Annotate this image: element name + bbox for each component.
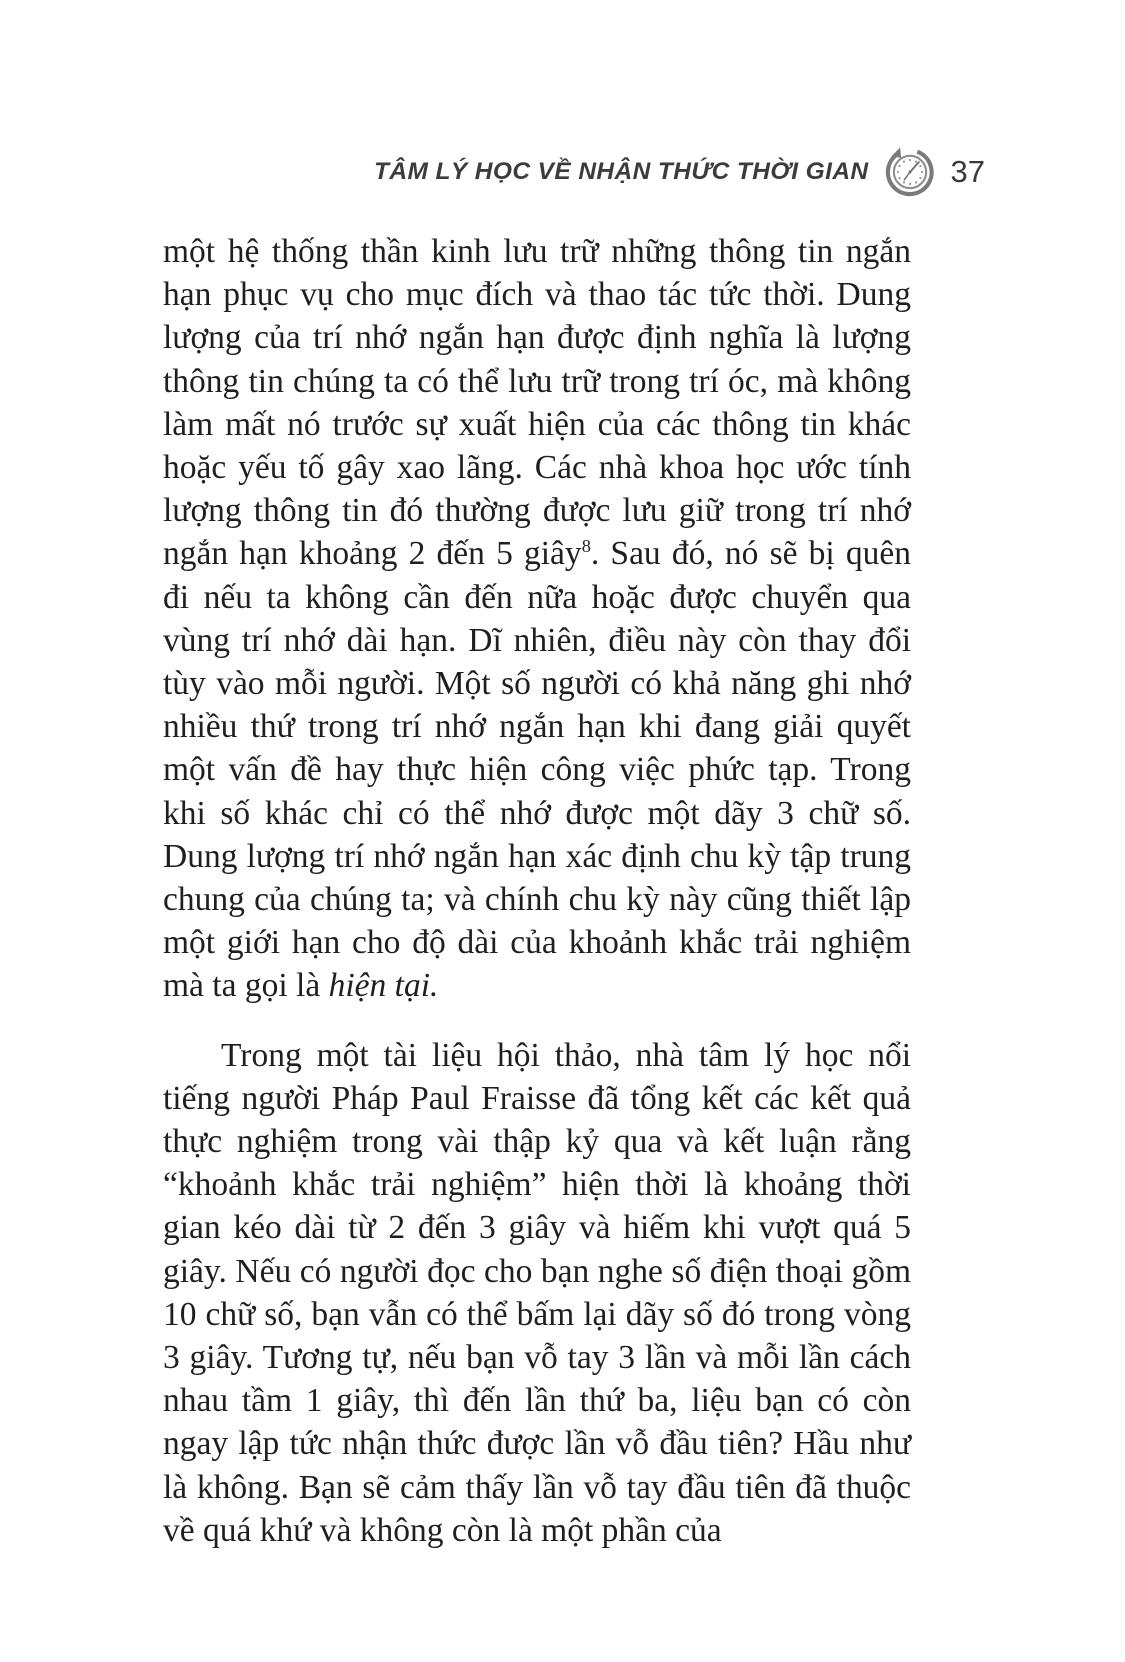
paragraph-1: [163, 230, 911, 1008]
running-title: TÂM LÝ HỌC VỀ NHẬN THỨC THỜI GIAN: [374, 158, 869, 185]
page-header: [374, 146, 985, 198]
paragraph-1-text: một hệ thống thần kinh lưu trữ những thông tin ngắn hạn phục vụ cho mục đích và thao tác tức thời. Dung lượng của trí nhớ ngắn hạn được định nghĩa là lượng thông tin chúng ta có thể lưu trữ trong trí óc, mà không làm mất nó trước sự xuất hiện của các thông tin khác hoặc yếu tố gây xao lãng. Các nhà khoa học ước tính lượng thông tin đó thường được lưu giữ trong trí nhớ ngắn hạn khoảng 2 đến 5 giây: [163, 233, 911, 573]
clock-cycle-icon: [885, 147, 935, 197]
page-number: 37: [950, 154, 985, 189]
paragraph-1-text-continued: . Sau đó, nó sẽ bị quên đi nếu ta không cần đến nữa hoặc được chuyển qua vùng trí nhớ dài hạn. Dĩ nhiên, điều này còn thay đổi tùy vào mỗi người. Một số người có khả năng ghi nhớ nhiều thứ trong trí nhớ ngắn hạn khi đang giải quyết một vấn đề hay thực hiện công việc phức tạp. Trong khi số khác chỉ có thể nhớ được một dãy 3 chữ số. Dung lượng trí nhớ ngắn hạn xác định chu kỳ tập trung chung của chúng ta; và chính chu kỳ này cũng thiết lập một giới hạn cho độ dài của khoảnh khắc trải nghiệm mà ta gọi là: [163, 535, 911, 1005]
emphasis-hien-tai: hiện tại.: [328, 967, 439, 1005]
body-text: [163, 230, 911, 1552]
paragraph-2: Trong một tài liệu hội thảo, nhà tâm lý học nổi tiếng người Pháp Paul Fraisse đã tổng kết các kết quả thực nghiệm trong vài thập kỷ qua và kết luận rằng “khoảnh khắc trải nghiệm” hiện thời là khoảng thời gian kéo dài từ 2 đến 3 giây và hiếm khi vượt quá 5 giây. Nếu có người đọc cho bạn nghe số điện thoại gồm 10 chữ số, bạn vẫn có thể bấm lại dãy số đó trong vòng 3 giây. Tương tự, nếu bạn vỗ tay 3 lần và mỗi lần cách nhau tầm 1 giây, thì đến lần thứ ba, liệu bạn có còn ngay lập tức nhận thức được lần vỗ đầu tiên? Hầu như là không. Bạn sẽ cảm thấy lần vỗ tay đầu tiên đã thuộc về quá khứ và không còn là một phần của: [163, 1036, 911, 1549]
footnote-marker-8: 8: [581, 536, 591, 557]
